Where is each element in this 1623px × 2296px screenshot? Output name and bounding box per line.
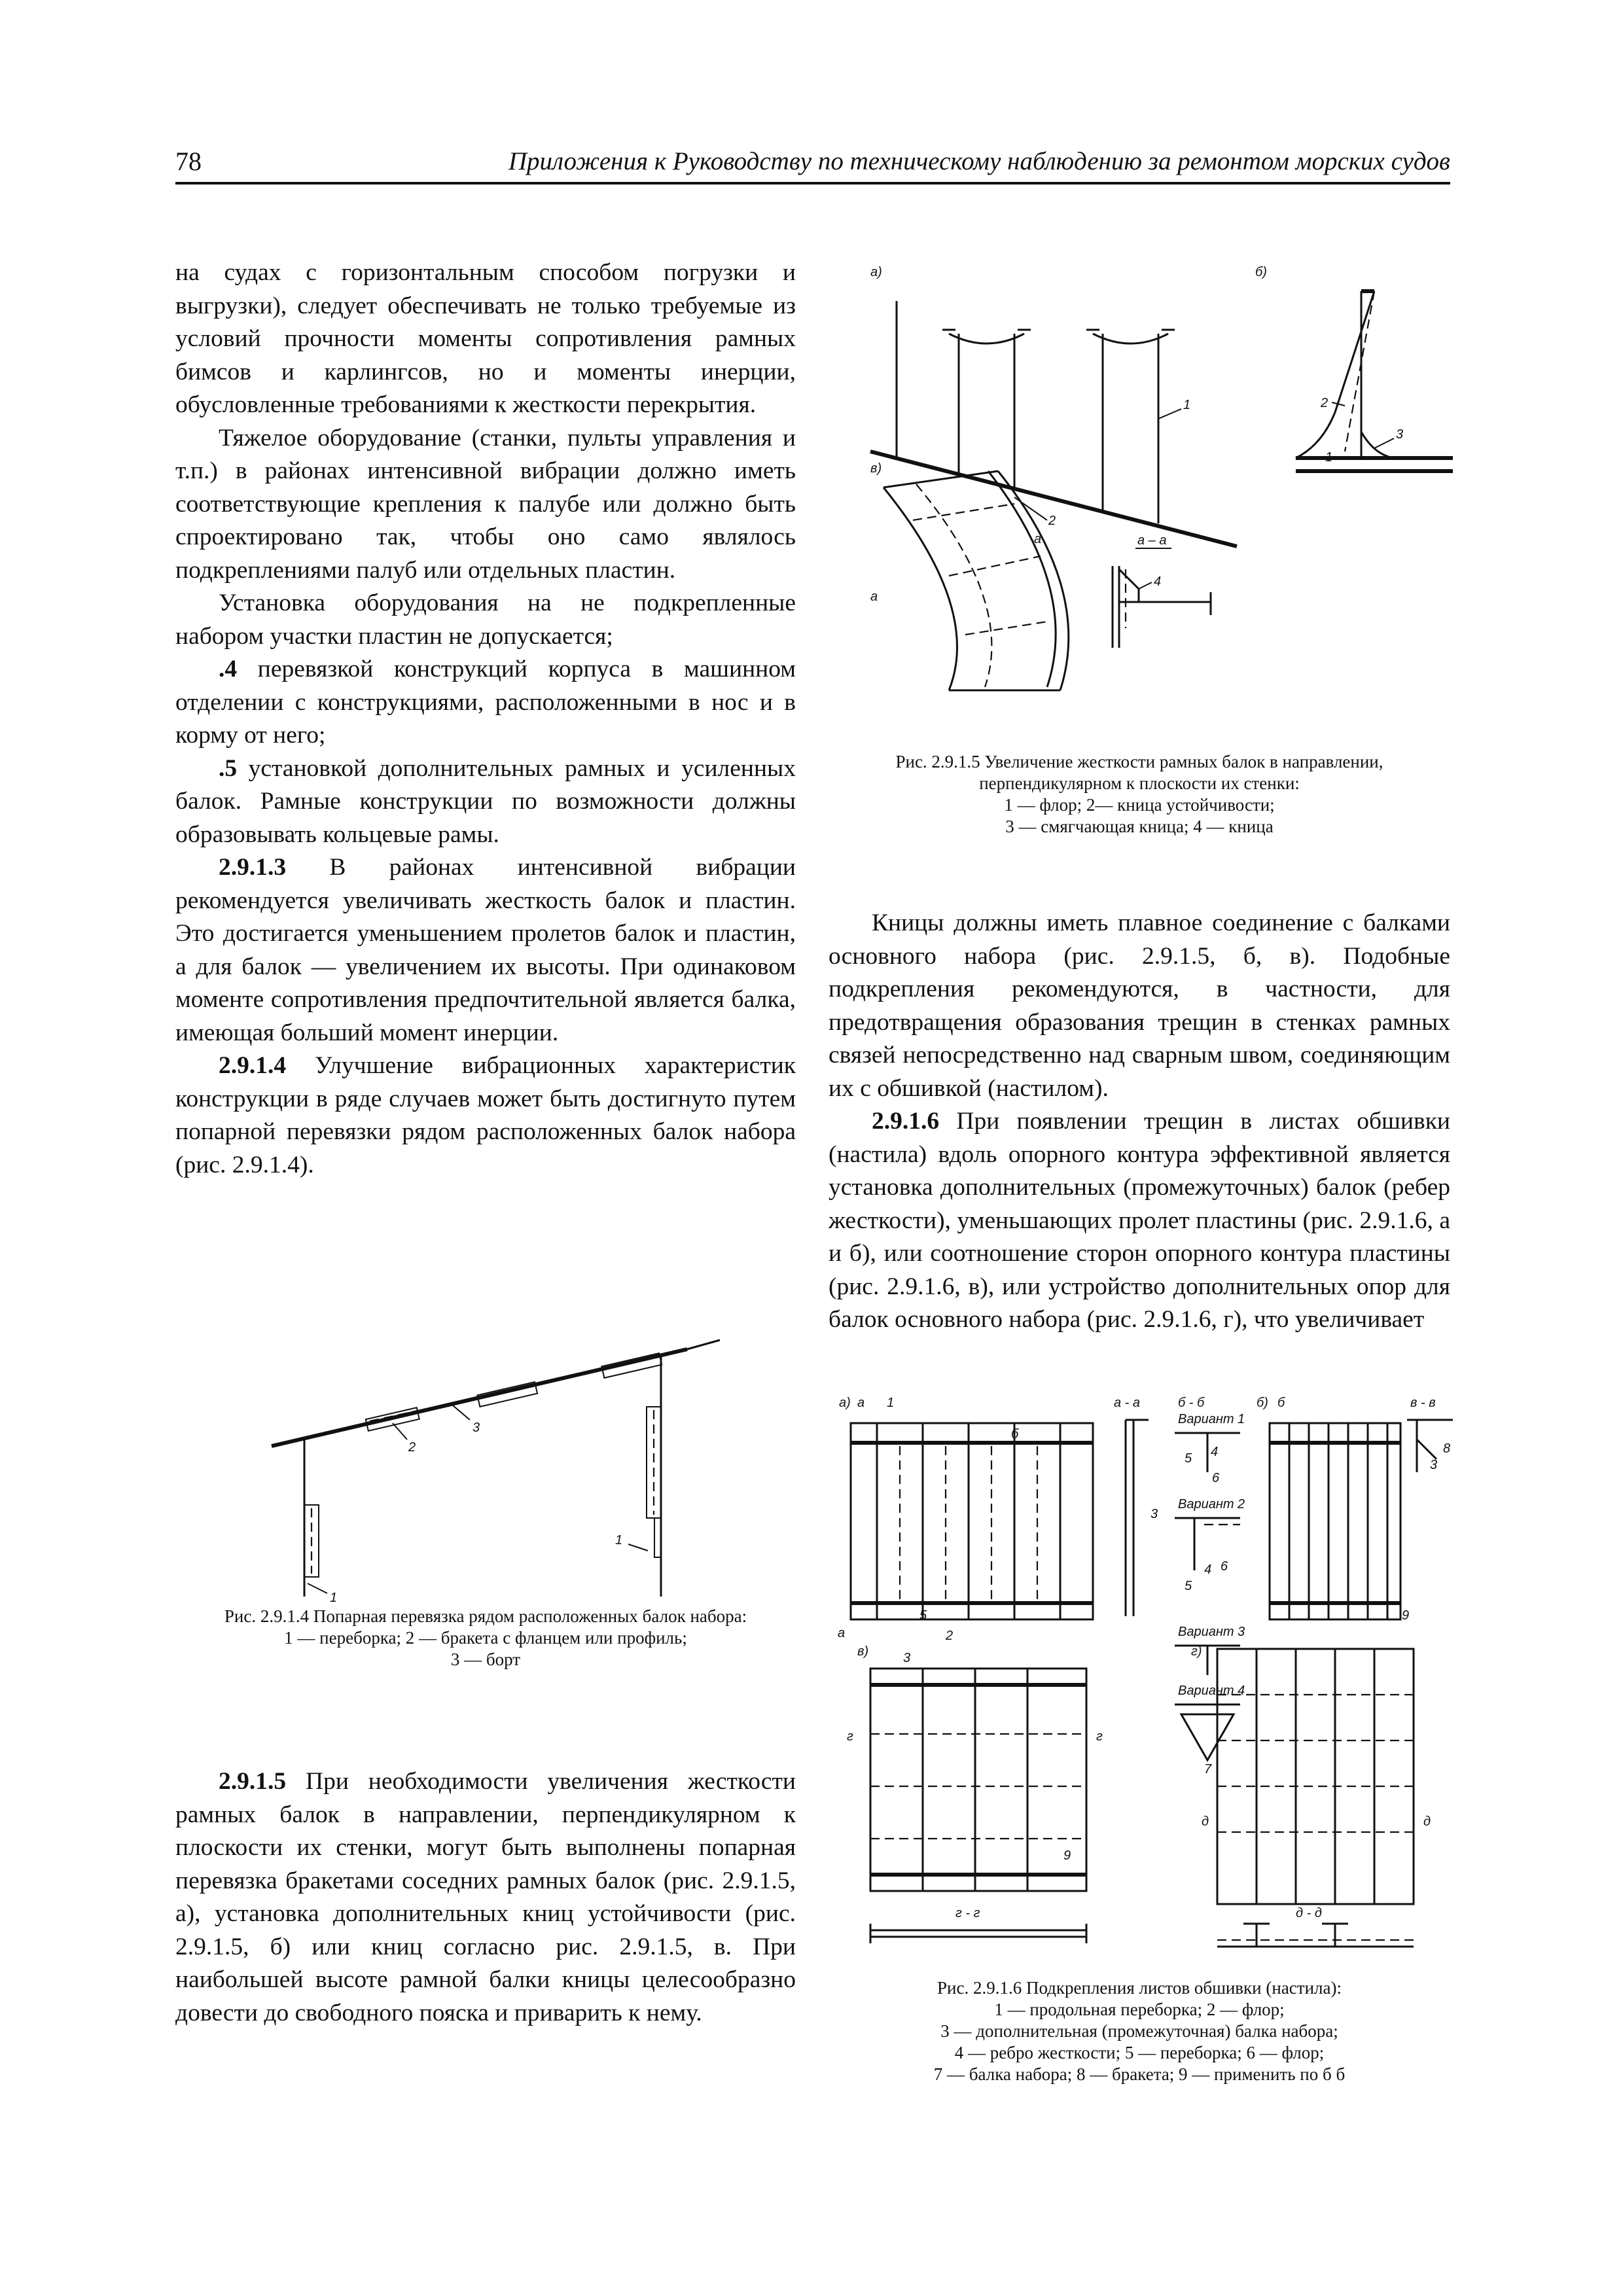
mark-a2: а <box>838 1626 846 1640</box>
callout-5b: 5 <box>1185 1451 1192 1466</box>
callout-1b: 1 <box>615 1533 623 1547</box>
callout-8: 8 <box>1443 1441 1451 1456</box>
label-b: б) <box>1257 1396 1268 1410</box>
callout-5c: 5 <box>1185 1579 1192 1593</box>
callout-2b: 2 <box>1048 514 1056 528</box>
paragraph: Тяжелое оборудование (станки, пульты управления и т.п.) в районах интенсивной вибрации должно иметь соответствующие крепления к палубе или должно быть спроектировано так, чтобы оно само являлось подкреплениями палуб или отдельных пластин. <box>175 424 796 584</box>
section-text: Улучшение вибрационных характеристик конструкции в ряде случаев может быть достигнуто путем попарной перевязки рядом расположенных балок набора (рис. 2.9.1.4). <box>175 1052 796 1178</box>
callout-6: 6 <box>1212 1471 1220 1485</box>
caption-legend: 3 — борт <box>450 1650 521 1669</box>
caption-legend: 1 — продольная переборка; 2 — флор; <box>994 2000 1285 2019</box>
callout-9b: 9 <box>1063 1848 1071 1863</box>
page-number: 78 <box>175 147 202 176</box>
callout-3c: 3 <box>903 1651 911 1665</box>
section-text: В районах интенсивной вибрации рекомендуется увеличивать жесткость балок и пластин. Это достигается уменьшением пролетов балок и пластин, а для балок — увеличением их высоты. При одинаковом моменте сопротивления предпочтительной является балка, имеющая больший момент инерции. <box>175 854 796 1046</box>
caption-title: Рис. 2.9.1.6 Подкрепления листов обшивки (настила): <box>937 1978 1342 1998</box>
label-g: г) <box>1191 1644 1202 1659</box>
section-text: При необходимости увеличения жесткости рамных балок в направлении, перпендикулярном к плоскости их стенки, могут быть выполнены попарная перевязка бракетами соседних рамных балок (рис. 2.9.1.5, а), установка дополнительных книц устойчивости (рис. 2.9.1.5, б) или книц согласно рис. 2.9.1.5, в. При наибольшей высоте рамной балки кницы целесообразно довести до свободного пояска и приварить к нему. <box>175 1768 796 2026</box>
paragraph <box>175 851 796 1050</box>
section-number: 2.9.1.5 <box>219 1768 287 1795</box>
callout-1: 1 <box>1183 398 1191 412</box>
paragraph: Кницы должны иметь плавное соединение с балками основного набора (рис. 2.9.1.5, б, в). Подобные подкрепления рекомендуются, в частности, для предотвращения образования трещин в стенках рамных связей непосредственно над сварным швом, соединяющим их с обшивкой (настилом). <box>829 910 1450 1102</box>
right-column-text <box>829 907 1450 1337</box>
section-number: 2.9.1.3 <box>219 854 287 881</box>
figure-2-9-1-6-caption <box>829 1977 1450 2085</box>
callout-2: 2 <box>408 1440 416 1455</box>
section-mark-a2: а <box>870 590 878 604</box>
label-v: в) <box>870 461 882 476</box>
section-dd: д - д <box>1296 1906 1322 1920</box>
callout-7: 7 <box>1204 1762 1212 1776</box>
caption-title: Рис. 2.9.1.5 Увеличение жесткости рамных балок в направлении, перпендикулярном к плоскости их стенки: <box>895 752 1383 793</box>
label-a: а) <box>870 265 882 279</box>
callout-1b: 1 <box>1325 450 1333 465</box>
variant-1: Вариант 1 <box>1178 1412 1245 1426</box>
label-b: б) <box>1255 265 1267 279</box>
item-text: перевязкой конструкций корпуса в машинном отделении с конструкциями, расположенными в нос и в корму от него; <box>175 656 796 749</box>
mark-b2: б <box>1277 1396 1285 1410</box>
variant-4: Вариант 4 <box>1178 1684 1245 1698</box>
paragraph <box>175 653 796 752</box>
figure-2-9-1-5-drawing <box>851 262 1459 720</box>
section-number: 2.9.1.4 <box>219 1052 287 1079</box>
label-a: а) <box>839 1396 851 1410</box>
callout-6b: 6 <box>1221 1559 1228 1574</box>
figure-2-9-1-5-caption <box>829 751 1450 838</box>
section-gg: г - г <box>955 1906 980 1920</box>
running-title: Приложения к Руководству по техническому наблюдению за ремонтом морских судов <box>508 147 1450 175</box>
page-header <box>175 145 1450 185</box>
caption-legend: 7 — балка набора; 8 — бракета; 9 — применить по б б <box>933 2064 1346 2084</box>
left-column-text <box>175 256 796 1182</box>
section-number: 2.9.1.6 <box>872 1108 940 1135</box>
callout-4: 4 <box>1211 1445 1219 1459</box>
callout-3: 3 <box>1150 1507 1158 1521</box>
paragraph <box>175 1765 796 2030</box>
callout-1: 1 <box>330 1591 338 1605</box>
label-v: в) <box>857 1644 869 1659</box>
mark-a: а <box>857 1396 865 1410</box>
variant-3: Вариант 3 <box>1178 1625 1245 1639</box>
callout-4b: 4 <box>1204 1563 1212 1577</box>
callout-2: 2 <box>946 1629 954 1643</box>
callout-4: 4 <box>1154 574 1162 589</box>
figure-2-9-1-4-caption <box>175 1606 796 1670</box>
paragraph: Установка оборудования на не подкрепленные набором участки пластин не допускается; <box>175 590 796 650</box>
caption-legend: 1 — переборка; 2 — бракета с фланцем или профиль; <box>284 1628 687 1648</box>
callout-9: 9 <box>1402 1608 1410 1623</box>
figure-2-9-1-4-drawing <box>262 1309 733 1603</box>
callout-1: 1 <box>887 1396 895 1410</box>
section-vv: в - в <box>1410 1396 1436 1410</box>
mark-d: д <box>1202 1814 1209 1829</box>
caption-legend: 4 — ребро жесткости; 5 — переборка; 6 — флор; <box>954 2043 1325 2062</box>
mark-d2: д <box>1423 1814 1431 1829</box>
section-mark-a: а <box>1034 532 1042 546</box>
callout-3: 3 <box>1396 427 1404 442</box>
section-aa: а - а <box>1114 1396 1141 1410</box>
callout-2: 2 <box>1321 396 1329 410</box>
mark-g: г <box>847 1729 853 1744</box>
item-number: .4 <box>219 656 238 682</box>
paragraph: на судах с горизонтальным способом погрузки и выгрузки), следует обеспечивать не только требуемые из условий прочности моменты сопротивления рамных бимсов и карлингсов, но и моменты инерции, обусловленные требованиями к жесткости перекрытия. <box>175 259 796 418</box>
caption-title: Рис. 2.9.1.4 Попарная перевязка рядом расположенных балок набора: <box>224 1606 747 1626</box>
paragraph <box>829 1105 1450 1337</box>
callout-3b: 3 <box>1430 1458 1438 1472</box>
variant-2: Вариант 2 <box>1178 1497 1245 1511</box>
paragraph <box>175 1050 796 1182</box>
caption-legend: 3 — дополнительная (промежуточная) балка набора; <box>940 2021 1338 2041</box>
mark-b: б <box>1011 1427 1019 1441</box>
figure-2-9-1-6-drawing <box>838 1394 1453 1969</box>
left-column-text-lower <box>175 1765 796 2030</box>
caption-legend: 3 — смягчающая кница; 4 — кница <box>1005 817 1274 836</box>
section-text: При появлении трещин в листах обшивки (настила) вдоль опорного контура эффективной является установка дополнительных (промежуточных) балок (ребер жесткости), уменьшающих пролет пластины (рис. 2.9.1.6, а и б), или соотношение сторон опорного контура пластины (рис. 2.9.1.6, в), или устройство дополнительных опор для балок основного набора (рис. 2.9.1.6, г), что увеличивает <box>829 1108 1450 1333</box>
mark-g2: г <box>1096 1729 1103 1744</box>
caption-legend: 1 — флор; 2— кница устойчивости; <box>1004 795 1275 815</box>
callout-5: 5 <box>919 1608 927 1623</box>
callout-3: 3 <box>473 1421 480 1435</box>
section-label: а – а <box>1137 533 1167 548</box>
paragraph <box>175 752 796 852</box>
item-number: .5 <box>219 754 238 782</box>
section-bb: б - б <box>1178 1396 1205 1410</box>
item-text: установкой дополнительных рамных и усиленных балок. Рамные конструкции по возможности должны образовывать кольцевые рамы. <box>175 754 796 848</box>
